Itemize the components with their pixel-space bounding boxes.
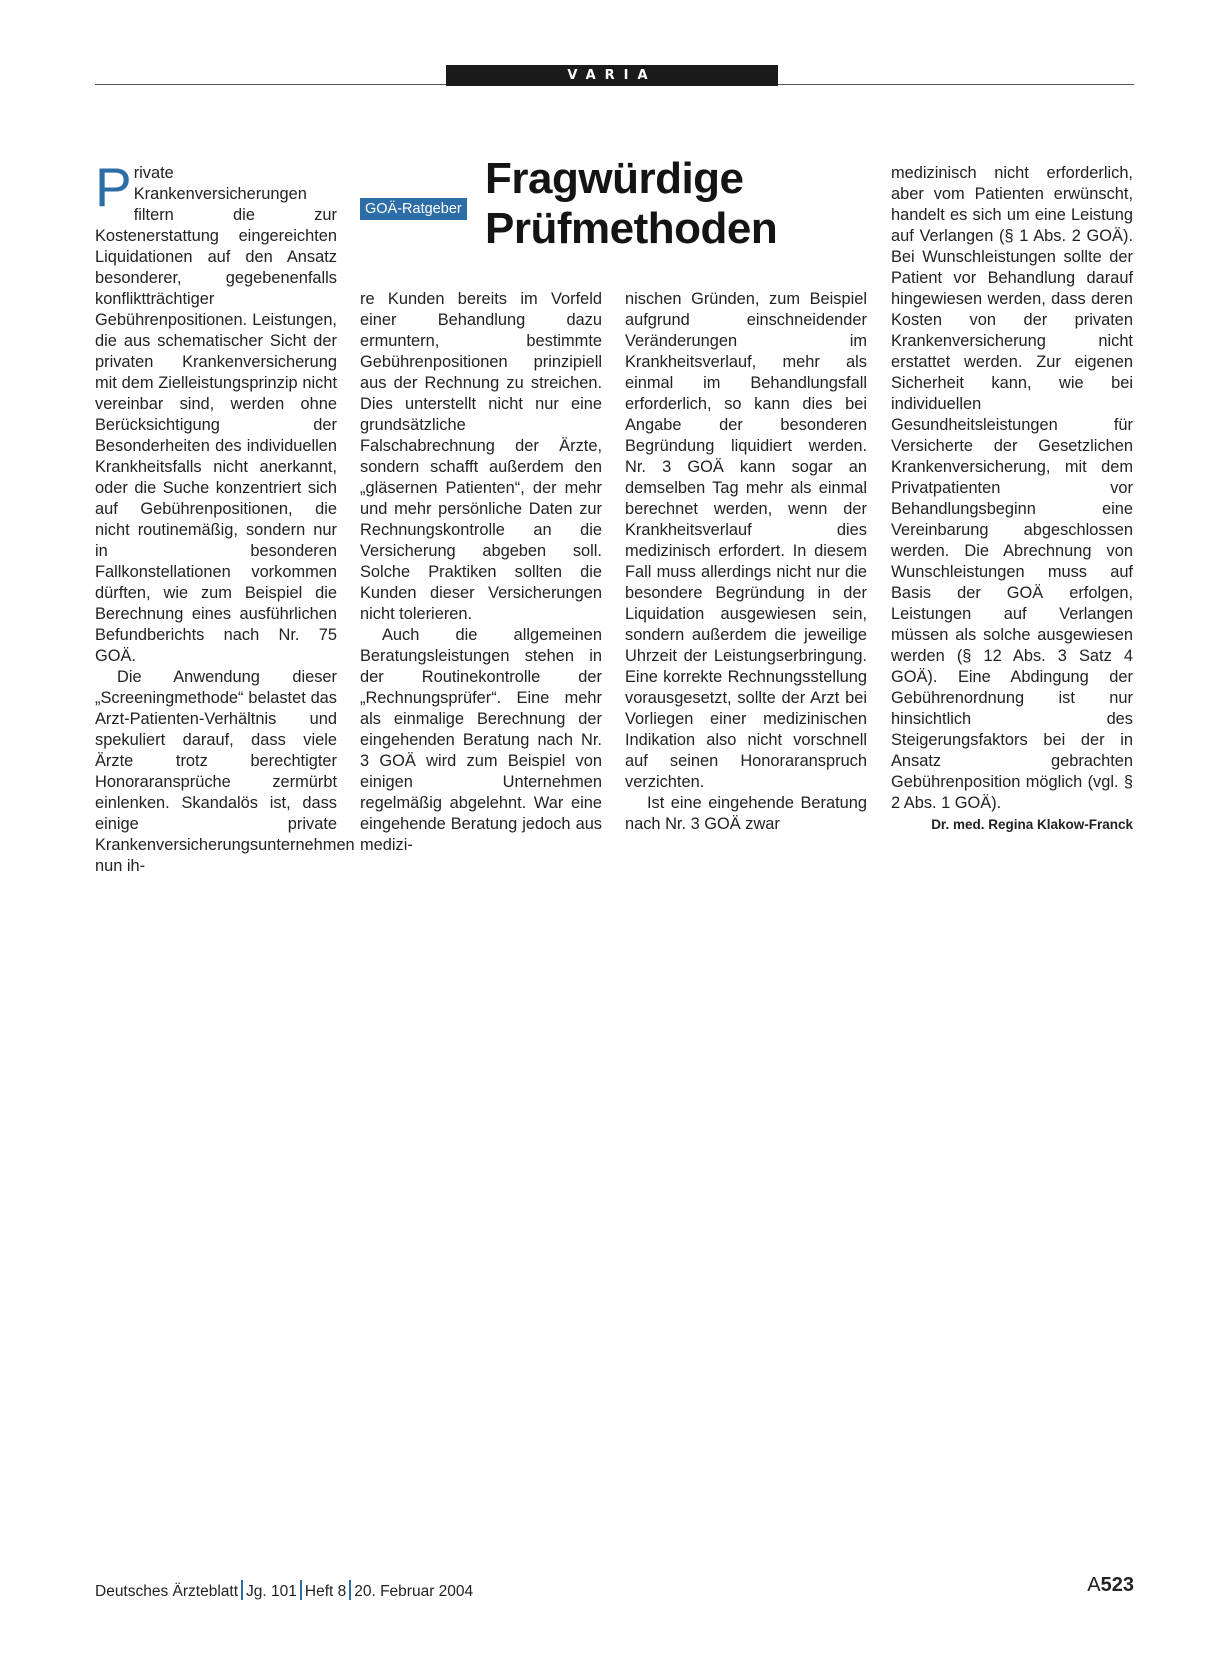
text-column-3	[625, 289, 867, 835]
journal-volume: Jg. 101	[246, 1583, 297, 1600]
category-tag: GOÄ-Ratgeber	[360, 198, 467, 220]
article-title	[485, 154, 865, 254]
issue-date: 20. Februar 2004	[354, 1583, 474, 1600]
footer-separator	[349, 1580, 351, 1600]
title-line-2: Prüfmethoden	[485, 204, 778, 253]
paragraph: medizinisch nicht erforderlich, aber vom Patienten erwünscht, handelt es sich um eine Leistung auf Verlangen (§ 1 Abs. 2 GOÄ). Bei Wunschleistungen sollte der Patient vor Behandlung darauf hingewiesen werden, dass deren Kosten von der privaten Krankenversicherung nicht erstattet werden. Zur eigenen Sicherheit kann, wie bei individuellen Gesundheitsleistungen für Versicherte der Gesetzlichen Krankenversicherung, mit dem Privatpatienten vor Behandlungsbeginn eine Vereinbarung abgeschlossen werden. Die Abrechnung von Wunschleistungen muss auf Basis der GOÄ erfolgen, Leistungen auf Verlangen müssen als solche ausgewiesen werden (§ 12 Abs. 3 Satz 4 GOÄ). Eine Abdingung der Gebührenordnung ist nur hinsichtlich des Steigerungsfaktors bei der in Ansatz gebrachten Gebührenposition möglich (vgl. § 2 Abs. 1 GOÄ).	[891, 164, 1133, 812]
page-prefix: A	[1087, 1574, 1101, 1596]
footer-separator	[300, 1580, 302, 1600]
journal-name: Deutsches Ärzteblatt	[95, 1583, 239, 1600]
author-byline: Dr. med. Regina Klakow-Franck	[931, 817, 1133, 832]
footer-separator	[241, 1580, 243, 1600]
paragraph	[95, 156, 337, 667]
page-number-value: 523	[1100, 1574, 1134, 1596]
paragraph-text: rivate Krankenversicherungen filtern die zur Kostenerstattung eingereichten Liquidationen auf den Ansatz besonderer, gegebenenfalls konfliktträchtiger Gebührenpositionen. Leistungen, die aus schematischer Sicht der privaten Krankenversicherung mit dem Zielleistungsprinzip nicht vereinbar sind, werden ohne Berücksichtigung der Besonderheiten des individuellen Krankheitsfalls nicht anerkannt, oder die Suche konzentriert sich auf Gebührenpositionen, die nicht routinemäßig, sondern nur in besonderen Fallkonstellationen vorkommen dürften, wie zum Beispiel die Berechnung eines ausführlichen Befundberichts nach Nr. 75 GOÄ.	[95, 164, 337, 665]
paragraph: nischen Gründen, zum Beispiel aufgrund einschneidender Veränderungen im Krankheitsverlauf, mehr als einmal im Behandlungsfall erforderlich, so kann dies bei Angabe der besonderen Begründung liquidiert werden. Nr. 3 GOÄ kann sogar an demselben Tag mehr als einmal berechnet werden, wenn der Krankheitsverlauf dies medizinisch erfordert. In diesem Fall muss allerdings nicht nur die besondere Begründung in der Liquidation ausgewiesen sein, sondern außerdem die jeweilige Uhrzeit der Leistungserbringung. Eine korrekte Rechnungsstellung vorausgesetzt, sollte der Arzt bei Vorliegen einer medizinischen Indikation also nicht vorschnell auf seinen Honoraranspruch verzichten.	[625, 290, 867, 791]
section-label: VARIA	[446, 65, 778, 86]
paragraph: Die Anwendung dieser „Screeningmethode“ belastet das Arzt-Patienten-Verhältnis und spekuliert darauf, dass viele Ärzte trotz berechtigter Honoraransprüche zermürbt einlenken. Skandalös ist, dass einige private Krankenversicherungsunternehmen nun ih-	[95, 668, 355, 875]
drop-cap: P	[95, 156, 132, 218]
paragraph: Auch die allgemeinen Beratungsleistungen stehen in der Routinekontrolle der „Rechnungsprüfer“. Eine mehr als einmalige Berechnung der eingehenden Beratung nach Nr. 3 GOÄ wird zum Beispiel von einigen Unternehmen regelmäßig abgelehnt. War eine eingehende Beratung jedoch aus medizi-	[360, 626, 602, 854]
title-line-1: Fragwürdige	[485, 154, 744, 203]
text-column-4	[891, 163, 1133, 835]
journal-issue: Heft 8	[304, 1583, 347, 1600]
paragraph: Ist eine eingehende Beratung nach Nr. 3 GOÄ zwar	[625, 794, 867, 833]
text-column-2	[360, 289, 602, 856]
text-column-1	[95, 156, 355, 877]
paragraph: re Kunden bereits im Vorfeld einer Behandlung dazu ermuntern, bestimmte Gebührenpositionen prinzipiell aus der Rechnung zu streichen. Dies unterstellt nicht nur eine grundsätzliche Falschabrechnung der Ärzte, sondern schafft außerdem den „gläsernen Patienten“, der mehr und mehr persönliche Daten zur Rechnungskontrolle an die Versicherung abgeben soll. Solche Praktiken sollten die Kunden dieser Versicherungen nicht tolerieren.	[360, 290, 602, 623]
footer-citation	[95, 1580, 473, 1601]
page-number	[1050, 1574, 1134, 1597]
